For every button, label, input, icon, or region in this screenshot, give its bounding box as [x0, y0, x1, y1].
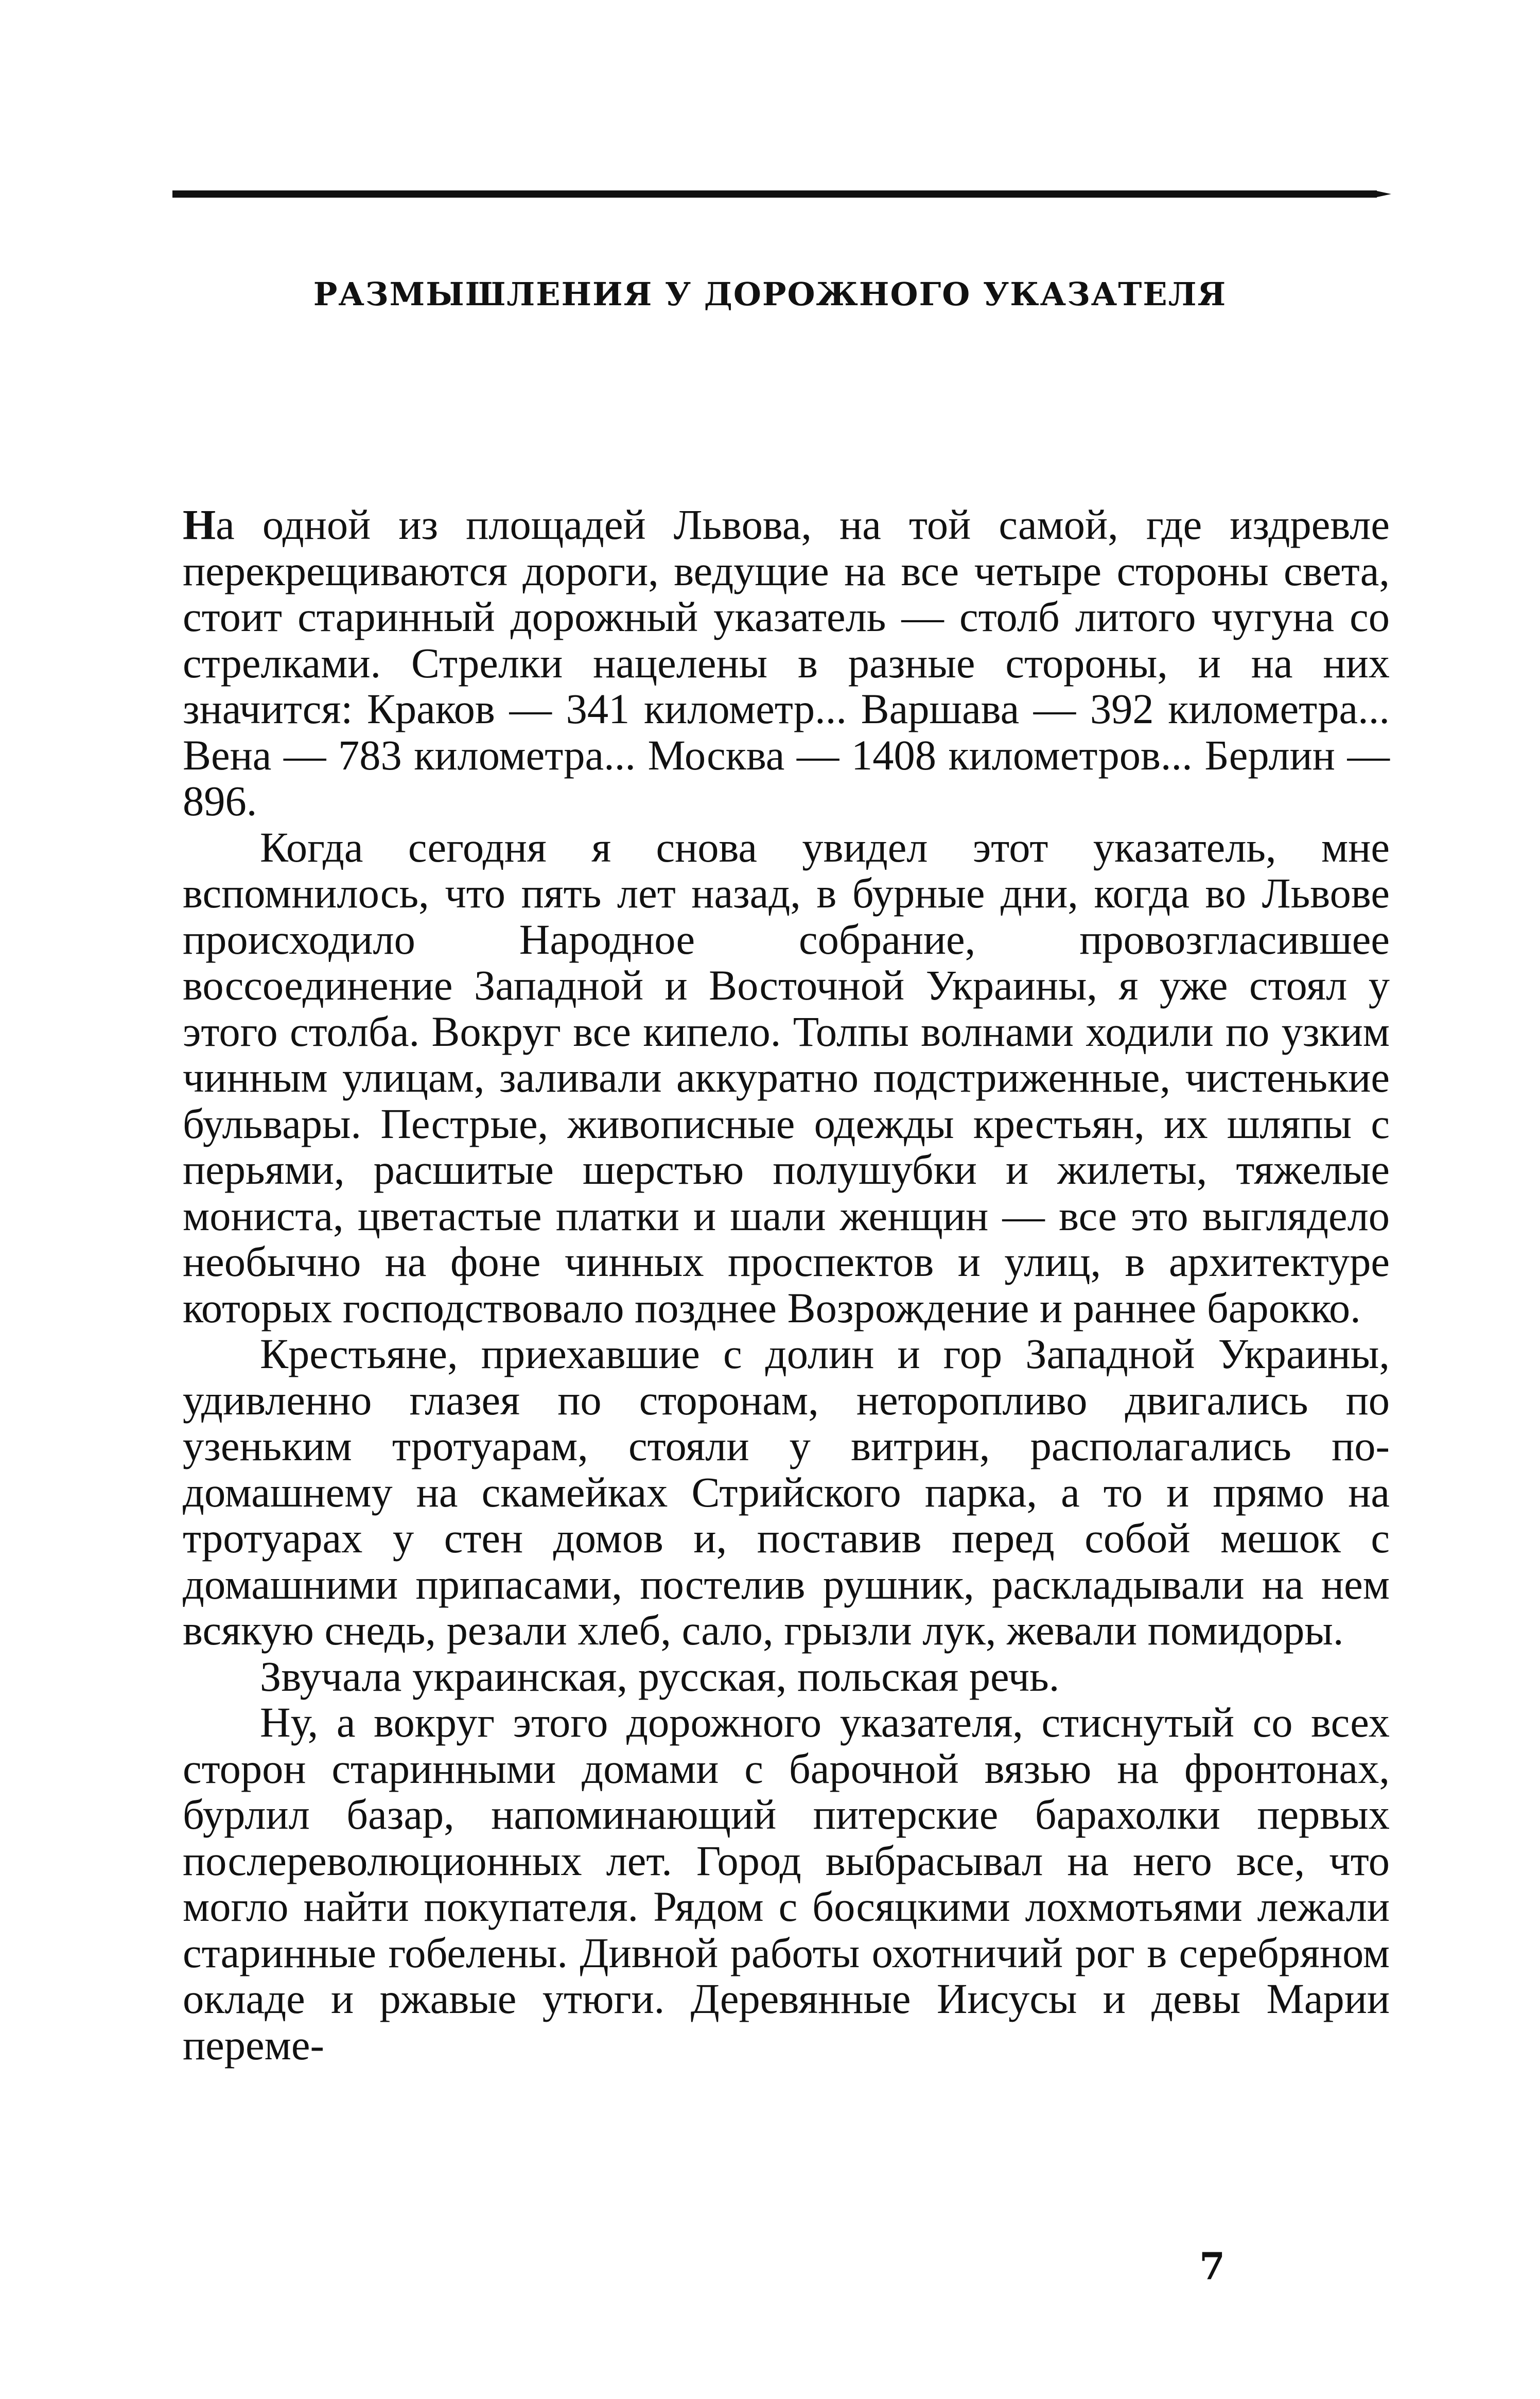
paragraph-3: Крестьяне, приехавшие с долин и гор Западной Украины, удивленно глазея по сторонам, неторопливо двигались по узеньким тротуарам, стояли у витрин, располагались по-домашнему на скамейках Стрийского парка, а то и прямо на тротуарах у стен домов и, поставив перед собой мешок с домашними припасами, постелив рушник, раскладывали на нем всякую снедь, резали хлеб, сало, грызли лук, жевали помидоры. [183, 1330, 1390, 1654]
paragraph-2: Когда сегодня я снова увидел этот указатель, мне вспомнилось, что пять лет назад, в бурные дни, когда во Львове происходило Народное собрание, провозгласившее воссоединение Западной и Восточной Украины, я уже стоял у этого столба. Вокруг все кипело. Толпы волнами ходили по узким чинным улицам, заливали аккуратно подстриженные, чистенькие бульвары. Пестрые, живописные одежды крестьян, их шляпы с перьями, расшитые шерстью полушубки и жилеты, тяжелые мониста, цветастые платки и шали женщин — все это выглядело необычно на фоне чинных проспектов и улиц, в архитектуре которых господствовало позднее Возрождение и раннее барокко. [183, 823, 1390, 1332]
chapter-title: РАЗМЫШЛЕНИЯ У ДОРОЖНОГО УКАЗАТЕЛЯ [313, 275, 1227, 313]
paragraph-1-text: а одной из площадей Львова, на той самой, где издревле перекрещиваются дороги, ведущие на все четыре стороны света, стоит старинный дорожный указатель — столб литого чугуна со стрелками. Стрелки нацелены в разные стороны, и на них значится: Краков — 341 километр... Варшава — 392 километра... Вена — 783 километра... Москва — 1408 километров... Берлин — 896. [183, 501, 1390, 825]
page-number: 7 [1199, 2244, 1226, 2288]
drop-cap: Н [183, 501, 216, 548]
body-text [183, 502, 1390, 2068]
paragraph-4: Звучала украинская, русская, польская речь. [260, 1652, 1060, 1700]
top-rule [172, 190, 1377, 198]
paragraph-1 [183, 502, 1390, 825]
paragraph-5: Ну, а вокруг этого дорожного указателя, стиснутый со всех сторон старинными домами с барочной вязью на фронтонах, бурлил базар, напоминающий питерские барахолки первых послереволюционных лет. Город выбрасывал на него все, что могло найти покупателя. Рядом с босяцкими лохмотьями лежали старинные гобелены. Дивной работы охотничий рог в серебряном окладе и ржавые утюги. Деревянные Иисусы и девы Марии переме- [183, 1698, 1390, 2069]
